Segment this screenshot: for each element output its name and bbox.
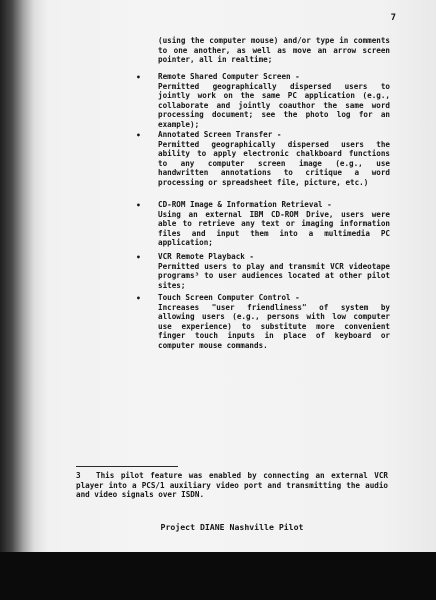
- bullet-icon: •: [136, 294, 141, 303]
- bullet-body: [158, 293, 390, 351]
- bullet-icon: •: [136, 201, 141, 210]
- bullet-text: Permitted users to play and transmit VCR videotape programs³ to user audiences located at other pilot sites;: [158, 261, 390, 290]
- bullet-text: Permitted geographically dispersed users to jointly work on the same PC application (e.g., collaborate and jointly coauthor the same word processing document; see the photo log for an example);: [158, 81, 390, 129]
- bullet-icon: •: [136, 253, 141, 262]
- page-number: 7: [390, 13, 396, 23]
- continuation-paragraph: (using the computer mouse) and/or type in comments to one another, as well as move an arrow screen pointer, all in realtime;: [158, 36, 390, 65]
- bullet-body: [158, 200, 390, 248]
- bullet-body: [158, 72, 390, 130]
- bullet-text: Permitted geographically dispersed users the ability to apply electronic chalkboard functions to any computer screen image (e.g., use handwritten annotations to critique a word processing or spreadsheet file, picture, etc.): [158, 139, 390, 187]
- footnote-divider: [76, 466, 178, 467]
- bullet-heading: VCR Remote Playback -: [158, 252, 255, 261]
- footnote: [76, 471, 388, 500]
- bullet-heading: Remote Shared Computer Screen -: [158, 72, 300, 81]
- bullet-heading: CD-ROM Image & Information Retrieval -: [158, 200, 332, 209]
- page-footer: Project DIANE Nashville Pilot: [160, 522, 304, 532]
- bullet-icon: •: [136, 73, 141, 82]
- bullet-icon: •: [136, 131, 141, 140]
- bullet-heading: Annotated Screen Transfer -: [158, 130, 282, 139]
- bullet-heading: Touch Screen Computer Control -: [158, 293, 300, 302]
- bullet-body: [158, 252, 390, 290]
- bullet-body: [158, 130, 390, 188]
- footnote-marker: 3: [76, 471, 81, 480]
- bullet-text: Using an external IBM CD-ROM Drive, users were able to retrieve any text or imaging information files and input them into a multimedia PC application;: [158, 209, 390, 248]
- bullet-text: Increases "user friendliness" of system by allowing users (e.g., persons with low computer use experience) to substitute more convenient finger touch inputs in place of keyboard or computer mouse commands.: [158, 302, 390, 350]
- footnote-text: This pilot feature was enabled by connecting an external VCR player into a PCS/1 auxiliary video port and transmitting the audio and video signals over ISDN.: [76, 471, 388, 500]
